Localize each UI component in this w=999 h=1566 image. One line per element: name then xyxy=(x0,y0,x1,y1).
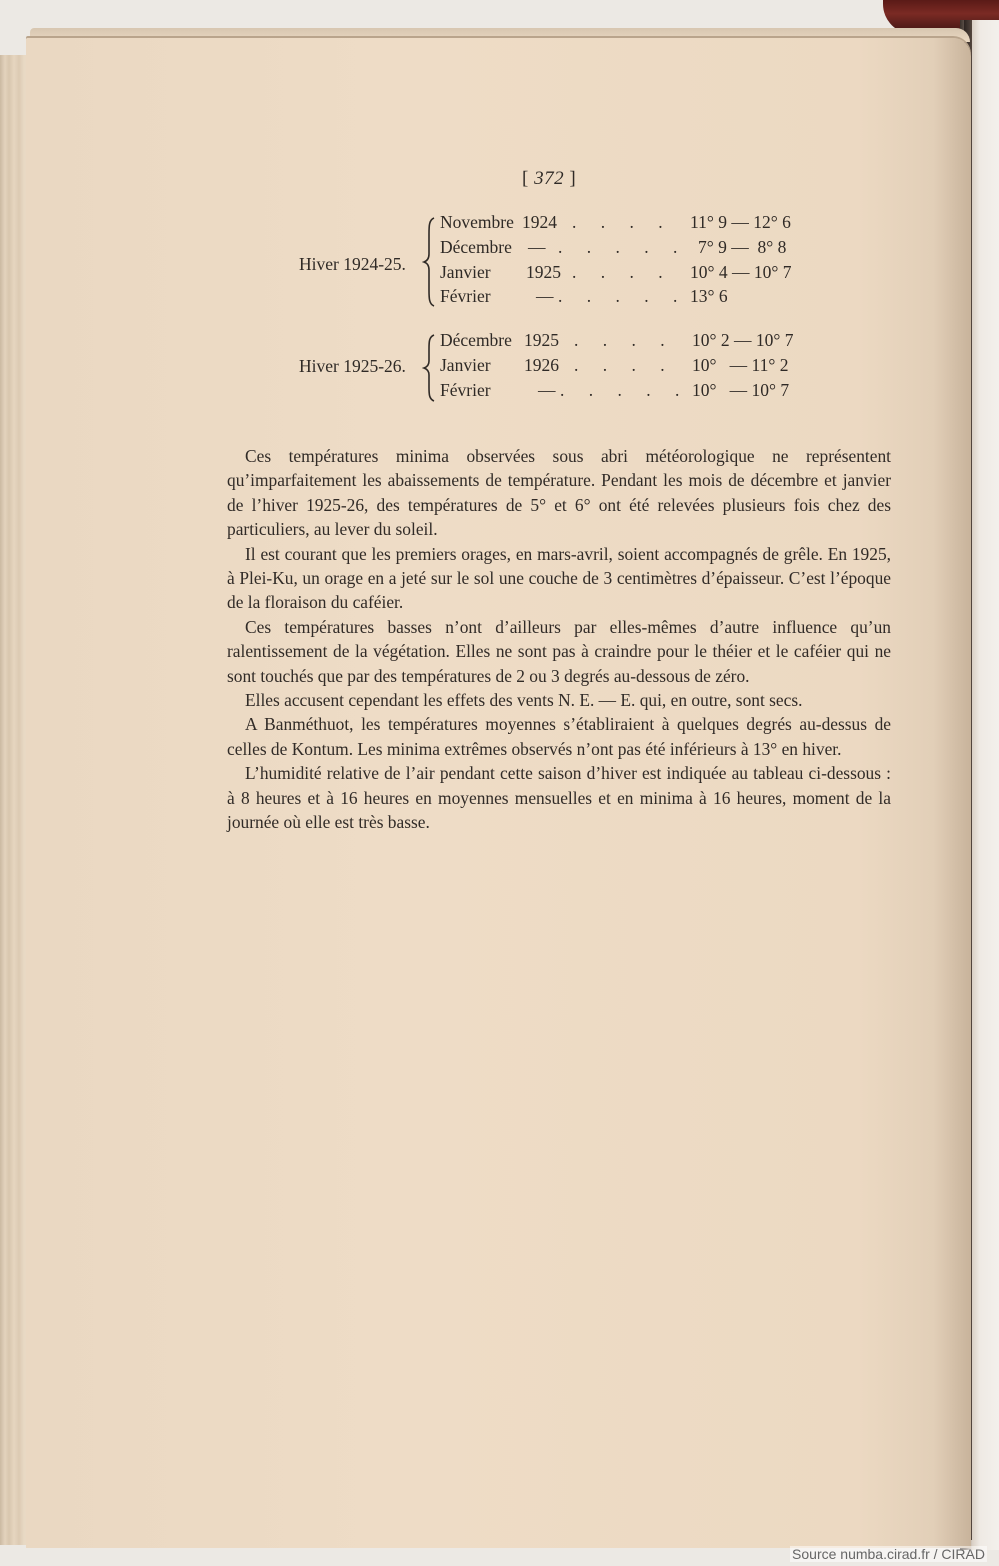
body-text xyxy=(227,444,891,835)
temperature-table-1925-26: Décembre 1925 . . . . 10° 2 — 10° 7 Janvier 1926 . . . . 10° — 11° 2 Février — . . . . . 10° — 10° 7 xyxy=(440,330,794,400)
paragraph: Elles accusent cependant les effets des vents N. E. — E. qui, en outre, sont secs. xyxy=(245,690,803,711)
paragraph: L’humidité relative de l’air pendant cette saison d’hiver est indiquée au tableau ci-dessous : à 8 heures et à 16 heures en moyennes mensuelles et en minima à 16 heures, moment de la journée où elle est très basse. xyxy=(227,763,891,833)
temperature-table-1924-25: Novembre 1924 . . . . 11° 9 — 12° 6 Décembre — . . . . . 7° 9 — 8° 8 Janvier 1925 . . . . 10° 4 — 10° 7 Février — . . . . . 13° 6 xyxy=(440,212,792,306)
paragraph: A Banméthuot, les températures moyennes s’établiraient à quelques degrés au-dessus de celles de Kontum. Les minima extrêmes observés n’ont pas été inférieurs à 13° en hiver. xyxy=(227,714,891,759)
brace-icon xyxy=(422,333,436,403)
paragraph: Ces températures basses n’ont d’ailleurs par elles-mêmes d’autre influence qu’un ralentissement de la végétation. Elles ne sont pas à craindre pour le théier et le caféier qui ne sont touchés que par des températures de 2 ou 3 degrés au-dessous de zéro. xyxy=(227,616,891,686)
paragraph: Il est courant que les premiers orages, en mars-avril, soient accompagnés de grêle. En 1925, à Plei-Ku, un orage en a jeté sur le sol une couche de 3 centimètres d’épaisseur. C’est l’époque de la floraison du caféier. xyxy=(227,543,891,613)
paragraph: Ces températures minima observées sous abri météorologique ne représentent qu’imparfaitement les abaissements de température. Pendant les mois de décembre et janvier de l’hiver 1925-26, des températures de 5° et 6° ont été relevées plusieurs fois chez des particuliers, au lever du soleil. xyxy=(227,446,891,540)
page-stack-edge xyxy=(0,55,28,1545)
page-number: [ 372 ] xyxy=(522,168,577,189)
season-label-1924-25: Hiver 1924-25. xyxy=(299,254,406,274)
season-label-1925-26: Hiver 1925-26. xyxy=(299,356,406,376)
page-number-value: 372 xyxy=(534,168,565,189)
brace-icon xyxy=(422,216,436,308)
source-credit: Source numba.cirad.fr / CIRAD xyxy=(792,1546,985,1562)
